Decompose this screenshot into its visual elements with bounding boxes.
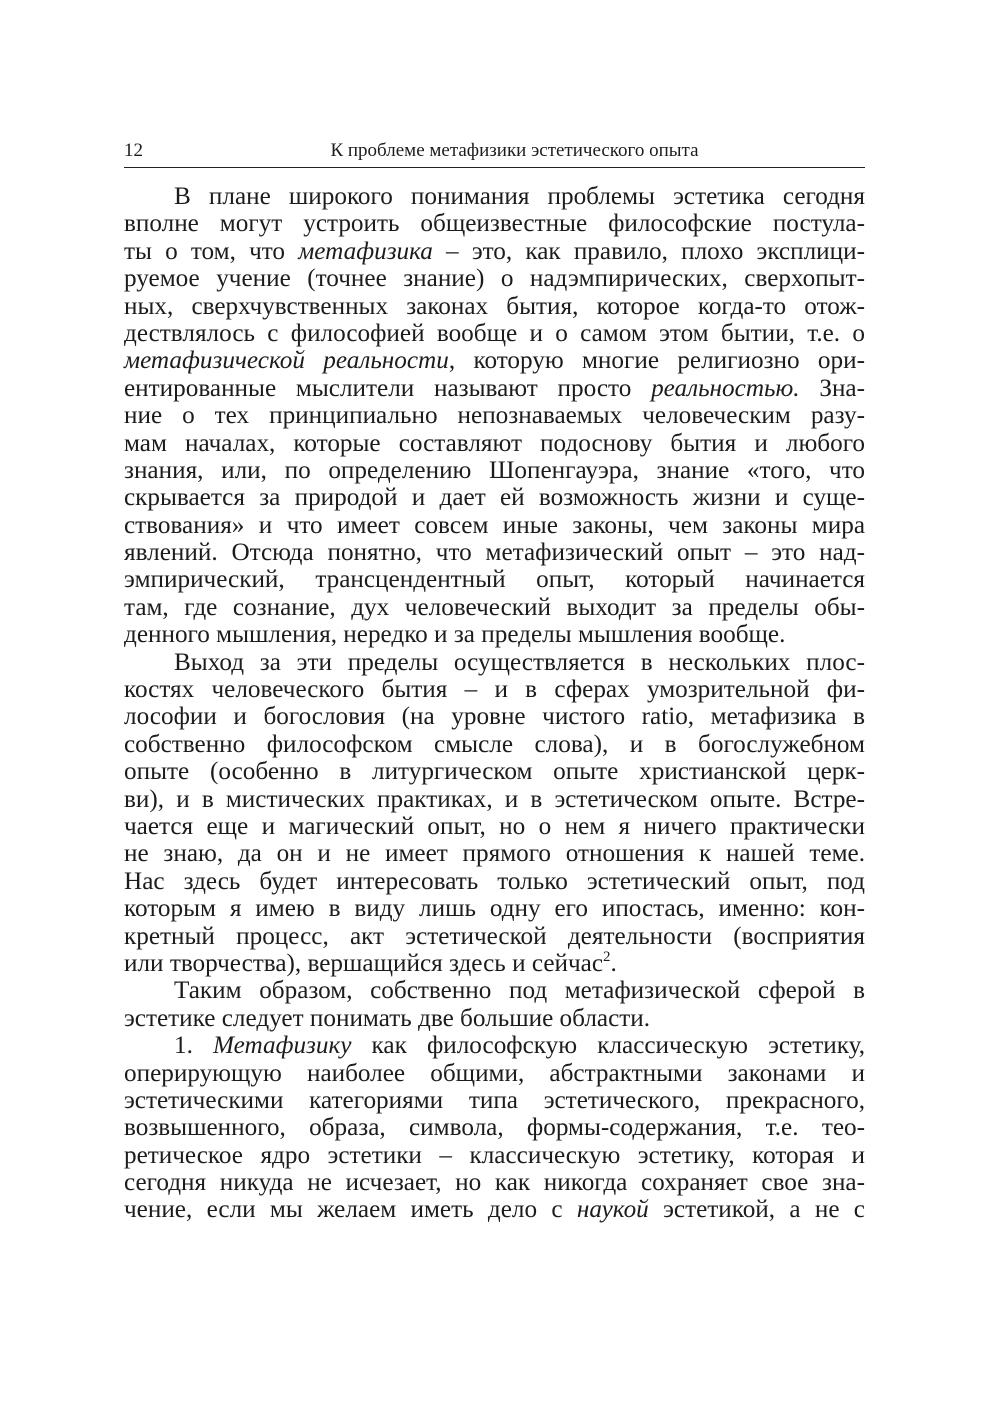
text-line: ствования» и что имеет совсем иные законы, чем законы мира (124, 511, 865, 539)
text-line: дествлялось с философией вообще и о самом этом бытии, т.е. о (124, 319, 865, 347)
running-header (124, 139, 865, 168)
text-line: костях человеческого бытия – и в сферах умозрительной фи- (124, 676, 865, 704)
text-line: не знаю, да он и не имеет прямого отношения к нашей теме. (124, 840, 865, 868)
text-line: которым я имею в виду лишь одну его ипостась, именно: кон- (124, 895, 865, 923)
paragraph (124, 183, 865, 649)
paragraph (124, 977, 865, 1032)
text-line: оперирующую наиболее общими, абстрактными законами и (124, 1059, 865, 1087)
text-line: скрывается за природой и дает ей возможность жизни и суще- (124, 484, 865, 512)
text-line: опыте (особенно в литургическом опыте христианской церк- (124, 758, 865, 786)
text-line: явлений. Отсюда понятно, что метафизический опыт – это над- (124, 539, 865, 567)
running-title: К проблеме метафизики эстетического опыта (330, 140, 699, 161)
text-line: мам началах, которые составляют подоснову бытия и любого (124, 429, 865, 457)
text-line: денного мышления, нередко и за пределы мышления вообще. (124, 621, 786, 649)
text-line: Выход за эти пределы осуществляется в нескольких плос- (174, 648, 865, 676)
body-text (124, 183, 865, 1224)
text-line: метафизической реальности, которую многие религиозно ори- (124, 347, 865, 375)
text-line: эстетическими категориями типа эстетического, прекрасного, (124, 1086, 865, 1114)
text-line: В плане широкого понимания проблемы эстетика сегодня (174, 183, 865, 210)
text-line: собственно философском смысле слова), и в богослужебном (124, 730, 865, 758)
text-line: ви), и в мистических практиках, и в эстетическом опыте. Встре- (124, 785, 865, 813)
text-line: Нас здесь будет интересовать только эстетический опыт, под (124, 867, 865, 895)
text-line: вполне могут устроить общеизвестные философские постула- (124, 210, 865, 238)
text-line: или творчества), вершащийся здесь и сейчас$^2$. (124, 948, 617, 977)
paragraph (124, 649, 865, 978)
text-line: 1. Метафизику как философскую классическую эстетику, (174, 1032, 866, 1060)
text-line: сегодня никуда не исчезает, но как никогда сохраняет свое зна- (124, 1169, 865, 1197)
text-line: чение, если мы желаем иметь дело с наукой эстетикой, а не с (124, 1196, 865, 1224)
text-line: ных, сверхчувственных законах бытия, которое когда-то отож- (124, 292, 865, 320)
text-line: ентированные мыслители называют просто реальностью. Зна- (124, 374, 865, 402)
text-line: там, где сознание, дух человеческий выходит за пределы обы- (124, 593, 865, 621)
text-line: эстетике следует понимать две большие области. (124, 1004, 651, 1032)
text-line: чается еще и магический опыт, но о нем я ничего практически (124, 812, 865, 840)
text-line: эмпирический, трансцендентный опыт, который начинается (124, 566, 865, 594)
text-line: руемое учение (точнее знание) о надэмпирических, сверхопыт- (124, 265, 865, 293)
page-number: 12 (124, 140, 143, 161)
text-line: лософии и богословия (на уровне чистого ratio, метафизика в (124, 703, 865, 731)
paragraph (124, 1032, 865, 1224)
text-line: ние о тех принципиально непознаваемых человеческим разу- (124, 402, 865, 430)
text-line: знания, или, по определению Шопенгауэра, знание «того, что (124, 456, 865, 484)
text-line: Таким образом, собственно под метафизической сферой в (174, 977, 865, 1005)
text-line: ретическое ядро эстетики – классическую эстетику, которая и (124, 1141, 865, 1169)
text-line: кретный процесс, акт эстетической деятельности (восприятия (124, 922, 865, 950)
text-line: возвышенного, образа, символа, формы-содержания, т.е. тео- (124, 1114, 865, 1142)
text-line: ты о том, что метафизика – это, как правило, плохо эксплици- (124, 237, 865, 265)
